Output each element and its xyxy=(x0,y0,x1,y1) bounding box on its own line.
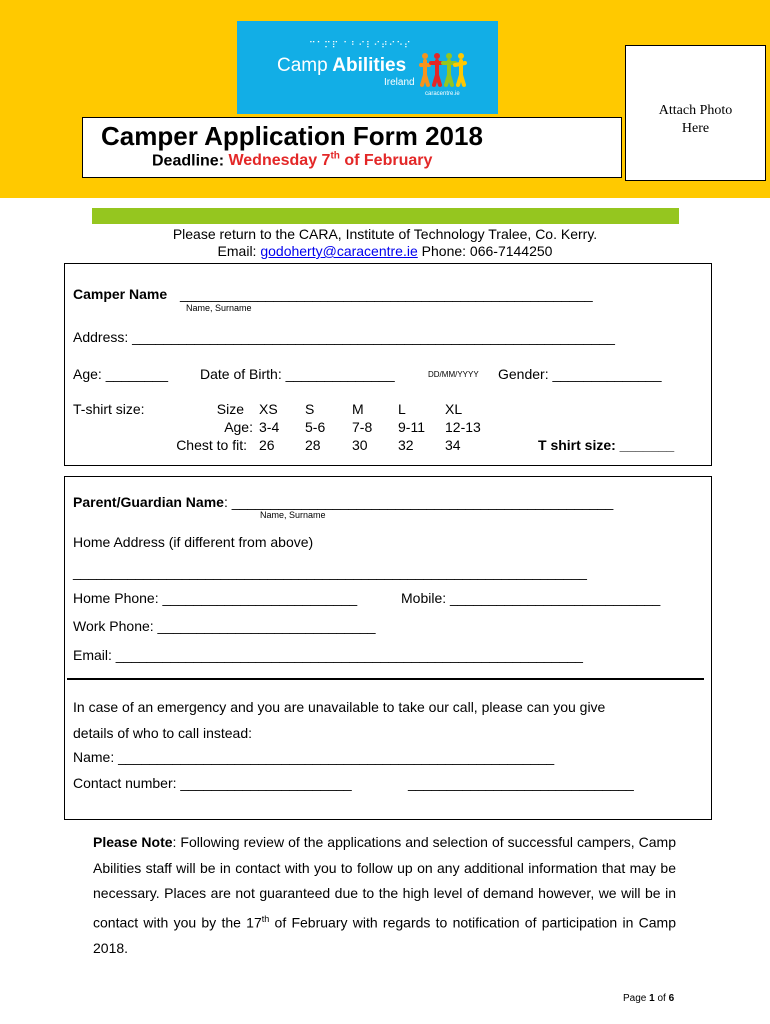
deadline-month: of February xyxy=(344,152,433,170)
age-l: 9-11 xyxy=(398,419,425,435)
camper-name-field[interactable]: _____________________________________________________ xyxy=(180,286,593,302)
return-address: Please return to the CARA, Institute of Technology Tralee, Co. Kerry. xyxy=(172,226,598,242)
age-s: 5-6 xyxy=(305,419,326,435)
page-current: 1 xyxy=(649,993,655,1004)
guardian-email-field[interactable]: Email: ____________________________________________________________ xyxy=(73,647,583,663)
logo-sub: Ireland xyxy=(384,77,415,88)
guardian-name-row[interactable] xyxy=(73,494,613,510)
phone-text: Phone: 066-7144250 xyxy=(421,243,553,259)
deadline xyxy=(152,151,432,170)
age-xs: 3-4 xyxy=(259,419,280,435)
logo-site: caracentre.ie xyxy=(425,91,460,97)
emergency-text-1: In case of an emergency and you are unavailable to take our call, please can you give xyxy=(73,699,606,715)
camper-name-hint: Name, Surname xyxy=(186,303,252,313)
chest-row-label: Chest to fit: xyxy=(176,437,247,453)
dob-hint: DD/MM/YYYY xyxy=(428,370,479,379)
work-phone-field[interactable]: Work Phone: ____________________________ xyxy=(73,618,376,634)
deadline-label: Deadline: xyxy=(152,152,225,170)
emergency-contact-number-field[interactable]: Contact number: ______________________ xyxy=(73,775,352,791)
emergency-text-2: details of who to call instead: xyxy=(73,725,252,741)
emergency-contact-number-field-2[interactable]: _____________________________ xyxy=(408,775,634,791)
email-link[interactable]: godoherty@caracentre.ie xyxy=(260,243,418,259)
green-divider-bar xyxy=(92,208,679,224)
attach-photo-box[interactable] xyxy=(625,45,766,181)
home-address-label: Home Address (if different from above) xyxy=(73,534,314,550)
size-xs: XS xyxy=(259,401,278,417)
dob-field[interactable]: Date of Birth: ______________ xyxy=(200,366,395,382)
size-row-label: Size xyxy=(216,401,244,417)
guardian-name-field[interactable]: : _________________________________________________ xyxy=(223,494,614,510)
chest-xl: 34 xyxy=(445,437,461,453)
page-of: of xyxy=(654,993,669,1004)
emergency-name-field[interactable]: Name: ________________________________________________________ xyxy=(73,749,555,765)
section-divider xyxy=(67,678,704,680)
page-title: Camper Application Form 2018 xyxy=(101,121,483,151)
page-number xyxy=(623,993,674,1004)
logo-name-plain: Camp xyxy=(277,55,328,76)
age-xl: 12-13 xyxy=(445,419,481,435)
deadline-sup: th xyxy=(330,151,340,162)
logo-name-bold: Abilities xyxy=(332,55,407,76)
logo-braille: ⠉⠁⠍⠏ ⠁⠃⠊⠇⠊⠞⠊⠑⠎ xyxy=(309,41,412,51)
home-phone-field[interactable]: Home Phone: _________________________ xyxy=(73,590,358,606)
page-total: 6 xyxy=(668,993,675,1004)
attach-photo-label: Attach Photo Here xyxy=(658,103,733,136)
camp-abilities-logo xyxy=(237,21,498,114)
mobile-field[interactable]: Mobile: ___________________________ xyxy=(401,590,661,606)
deadline-date xyxy=(228,152,432,169)
address-field[interactable]: Address: ______________________________________________________________ xyxy=(73,329,615,345)
size-l: L xyxy=(398,401,406,417)
chest-m: 30 xyxy=(352,437,368,453)
chest-s: 28 xyxy=(305,437,321,453)
guardian-name-label: Parent/Guardian Name xyxy=(73,494,224,510)
tshirt-label: T-shirt size: xyxy=(73,401,145,417)
page-prefix: Page xyxy=(623,993,650,1004)
people-figures-icon xyxy=(419,51,467,91)
size-xl: XL xyxy=(445,401,463,417)
size-m: M xyxy=(352,401,364,417)
home-address-field[interactable]: __________________________________________________________________ xyxy=(73,564,587,580)
age-row-label: Age: xyxy=(224,419,253,435)
please-note-paragraph xyxy=(93,830,676,961)
gender-field[interactable]: Gender: ______________ xyxy=(498,366,662,382)
guardian-name-hint: Name, Surname xyxy=(260,510,326,520)
note-text-b: of February with regards to notification of participation in Camp 2018. xyxy=(93,914,676,956)
note-sup: th xyxy=(261,913,270,924)
email-label: Email: xyxy=(217,243,257,259)
return-contact xyxy=(0,243,770,259)
logo-name xyxy=(277,55,406,77)
camper-name-label: Camper Name xyxy=(73,286,168,302)
age-m: 7-8 xyxy=(352,419,373,435)
age-field[interactable]: Age: ________ xyxy=(73,366,168,382)
chest-xs: 26 xyxy=(259,437,275,453)
deadline-day: Wednesday 7 xyxy=(228,152,331,170)
chest-l: 32 xyxy=(398,437,414,453)
note-label: Please Note xyxy=(93,834,173,850)
note-text-a: : Following review of the applications and selection of successful campers, Camp Abilities staff will be in contact with you to follow up on any additional information that may be necessary. Places are not guaranteed due to the high level of demand however, we will be in contact with you by the 17 xyxy=(93,834,676,931)
size-s: S xyxy=(305,401,315,417)
tshirt-size-field[interactable]: T shirt size: _______ xyxy=(538,437,675,453)
